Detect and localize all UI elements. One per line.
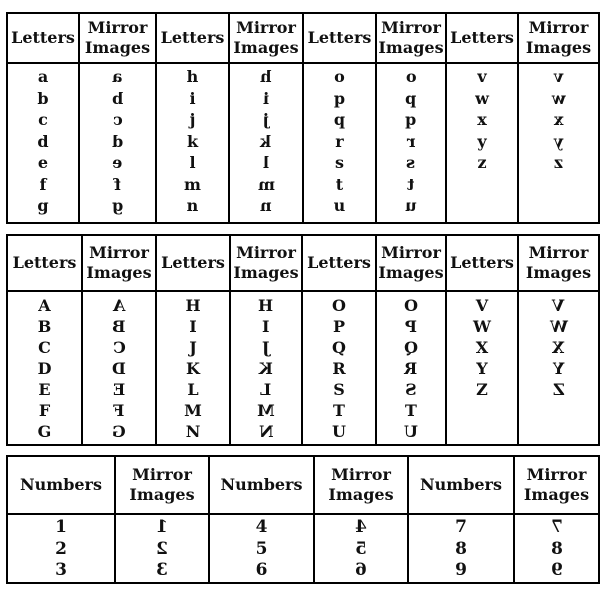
mirror-glyph: Y xyxy=(552,359,565,378)
glyph: k xyxy=(186,131,199,151)
header-mirror-images: Mirror Images xyxy=(518,13,599,63)
letters-column xyxy=(302,291,376,445)
mirror-glyph: 8 xyxy=(550,538,563,559)
mirror-images-column xyxy=(230,291,302,445)
glyph: M xyxy=(184,401,202,420)
mirror-glyph: 6 xyxy=(355,560,367,580)
header-letters: Letters xyxy=(302,235,376,291)
numbers-column xyxy=(209,514,314,583)
glyph: A xyxy=(38,296,51,315)
mirror-glyph: X xyxy=(552,338,565,357)
mirror-glyph: N xyxy=(258,422,274,441)
header-mirror-images: Mirror Images xyxy=(314,456,408,514)
header-numbers: Numbers xyxy=(408,456,514,514)
header-numbers: Numbers xyxy=(7,456,115,514)
header-letters: Letters xyxy=(303,13,376,63)
glyph: 3 xyxy=(55,560,67,580)
glyph: W xyxy=(473,317,491,336)
header-letters: Letters xyxy=(7,235,82,291)
mirror-images-column xyxy=(518,291,599,445)
mirror-glyph: D xyxy=(112,359,126,378)
mirror-glyph: U xyxy=(404,422,418,441)
mirror-glyph: g xyxy=(111,196,124,215)
letters-column xyxy=(446,291,518,445)
glyph: 5 xyxy=(255,538,268,559)
glyph: U xyxy=(332,422,346,441)
letters-column xyxy=(7,63,79,223)
mirror-glyph: x xyxy=(553,110,564,129)
mirror-glyph: W xyxy=(549,317,568,336)
header-mirror-images: Mirror Images xyxy=(229,13,303,63)
mirror-glyph: y xyxy=(553,131,564,151)
glyph: 2 xyxy=(55,538,67,559)
header-mirror-images: Mirror Images xyxy=(230,235,302,291)
mirror-glyph: M xyxy=(257,401,275,420)
header-mirror-images: Mirror Images xyxy=(376,235,446,291)
header-letters: Letters xyxy=(156,13,229,63)
mirror-images-column xyxy=(229,63,303,223)
mirror-glyph: R xyxy=(404,359,418,378)
header-mirror-images: Mirror Images xyxy=(376,13,446,63)
mirror-glyph: u xyxy=(405,196,417,215)
glyph: m xyxy=(184,174,201,194)
mirror-glyph: I xyxy=(262,317,270,336)
mirror-glyph: e xyxy=(112,153,123,172)
glyph: L xyxy=(187,380,199,399)
uppercase-mirror-table xyxy=(6,234,600,446)
mirror-glyph: s xyxy=(406,153,416,172)
glyph: e xyxy=(37,153,49,172)
glyph: 9 xyxy=(455,560,467,580)
mirror-glyph: B xyxy=(112,317,126,336)
letters-column xyxy=(156,291,230,445)
glyph: q xyxy=(333,110,346,129)
mirror-glyph: c xyxy=(112,110,123,129)
mirror-glyph: G xyxy=(112,422,126,441)
glyph: R xyxy=(332,359,346,378)
glyph: H xyxy=(185,296,201,315)
mirror-images-column xyxy=(376,291,446,445)
mirror-glyph: T xyxy=(405,401,417,420)
mirror-glyph: H xyxy=(258,296,274,315)
glyph: K xyxy=(186,359,200,378)
mirror-glyph: m xyxy=(257,174,275,194)
mirror-glyph: w xyxy=(551,88,566,108)
mirror-glyph: a xyxy=(112,67,123,86)
glyph: 6 xyxy=(255,560,268,580)
header-mirror-images: Mirror Images xyxy=(79,13,156,63)
letters-column xyxy=(156,63,229,223)
mirror-glyph: Z xyxy=(552,380,565,399)
header-letters: Letters xyxy=(156,235,230,291)
glyph: I xyxy=(189,317,197,336)
glyph: 7 xyxy=(455,517,467,537)
letters-column xyxy=(303,63,376,223)
glyph: c xyxy=(38,110,48,129)
glyph: d xyxy=(37,131,49,151)
mirror-glyph: 5 xyxy=(355,538,367,559)
glyph: b xyxy=(37,88,49,108)
glyph: O xyxy=(332,296,346,315)
glyph: 8 xyxy=(455,538,467,559)
glyph: z xyxy=(477,153,487,172)
glyph: F xyxy=(38,401,51,420)
mirror-glyph: F xyxy=(113,401,125,420)
mirror-images-column xyxy=(314,514,408,583)
mirror-glyph: t xyxy=(407,174,415,194)
mirror-glyph: 9 xyxy=(550,560,563,580)
glyph: S xyxy=(333,380,345,399)
glyph: y xyxy=(477,131,487,151)
glyph: G xyxy=(37,422,52,441)
mirror-images-column xyxy=(518,63,599,223)
glyph: a xyxy=(37,67,49,86)
glyph: v xyxy=(477,67,487,86)
glyph: D xyxy=(37,359,52,378)
header-mirror-images: Mirror Images xyxy=(518,235,599,291)
mirror-glyph: 1 xyxy=(156,517,168,537)
mirror-glyph: C xyxy=(112,338,126,357)
mirror-glyph: Q xyxy=(404,338,418,357)
mirror-images-column xyxy=(514,514,599,583)
mirror-glyph: f xyxy=(114,174,121,194)
mirror-glyph: d xyxy=(111,131,124,151)
glyph: P xyxy=(332,317,346,336)
header-mirror-images: Mirror Images xyxy=(115,456,209,514)
mirror-images-column xyxy=(79,63,156,223)
mirror-glyph: z xyxy=(553,153,564,172)
letters-column xyxy=(446,63,518,223)
mirror-glyph: r xyxy=(406,131,416,151)
mirror-glyph: 4 xyxy=(355,517,367,537)
glyph: t xyxy=(335,174,344,194)
mirror-glyph: 7 xyxy=(550,517,563,537)
glyph: Q xyxy=(332,338,346,357)
mirror-glyph: q xyxy=(405,110,417,129)
mirror-glyph: 3 xyxy=(156,560,168,580)
mirror-glyph: V xyxy=(552,296,565,315)
mirror-glyph: i xyxy=(262,88,270,108)
mirror-glyph: p xyxy=(405,88,417,108)
header-numbers: Numbers xyxy=(209,456,314,514)
mirror-glyph: O xyxy=(404,296,418,315)
glyph: E xyxy=(38,380,51,399)
glyph: r xyxy=(335,131,344,151)
mirror-glyph: S xyxy=(405,380,417,399)
mirror-glyph: K xyxy=(259,359,273,378)
glyph: Y xyxy=(476,359,488,378)
letters-column xyxy=(7,291,82,445)
numbers-mirror-table xyxy=(6,455,600,584)
glyph: g xyxy=(37,196,49,215)
header-letters: Letters xyxy=(446,235,518,291)
mirror-glyph: 2 xyxy=(156,538,168,559)
glyph: 1 xyxy=(55,517,67,537)
header-letters: Letters xyxy=(7,13,79,63)
mirror-glyph: k xyxy=(260,131,272,151)
numbers-column xyxy=(7,514,115,583)
glyph: X xyxy=(475,338,489,357)
mirror-glyph: n xyxy=(260,196,272,215)
mirror-glyph: v xyxy=(553,67,564,86)
mirror-glyph: J xyxy=(262,338,270,357)
glyph: p xyxy=(333,88,346,108)
glyph: j xyxy=(189,110,196,129)
mirror-images-column xyxy=(115,514,209,583)
mirror-images-column xyxy=(82,291,156,445)
header-mirror-images: Mirror Images xyxy=(82,235,156,291)
glyph: 4 xyxy=(255,517,268,537)
mirror-glyph: P xyxy=(404,317,418,336)
glyph: l xyxy=(189,153,196,172)
mirror-glyph: A xyxy=(112,296,126,315)
glyph: h xyxy=(186,67,199,86)
glyph: T xyxy=(333,401,345,420)
glyph: u xyxy=(333,196,346,215)
glyph: J xyxy=(189,338,197,357)
glyph: w xyxy=(475,88,489,108)
glyph: B xyxy=(37,317,52,336)
glyph: x xyxy=(477,110,487,129)
mirror-glyph: L xyxy=(260,380,272,399)
mirror-images-column xyxy=(376,63,446,223)
numbers-column xyxy=(408,514,514,583)
glyph: C xyxy=(38,338,51,357)
mirror-glyph: h xyxy=(260,67,272,86)
lowercase-mirror-table xyxy=(6,12,600,224)
glyph: Z xyxy=(476,380,488,399)
header-letters: Letters xyxy=(446,13,518,63)
mirror-glyph: E xyxy=(112,380,126,399)
glyph: V xyxy=(475,296,489,315)
glyph: N xyxy=(185,422,201,441)
mirror-glyph: l xyxy=(262,153,270,172)
glyph: s xyxy=(334,153,344,172)
header-mirror-images: Mirror Images xyxy=(514,456,599,514)
mirror-glyph: j xyxy=(263,110,269,129)
mirror-glyph: o xyxy=(405,67,417,86)
glyph: o xyxy=(334,67,345,86)
glyph: i xyxy=(189,88,196,108)
mirror-glyph: b xyxy=(111,88,124,108)
glyph: n xyxy=(186,196,199,215)
glyph: f xyxy=(39,174,47,194)
